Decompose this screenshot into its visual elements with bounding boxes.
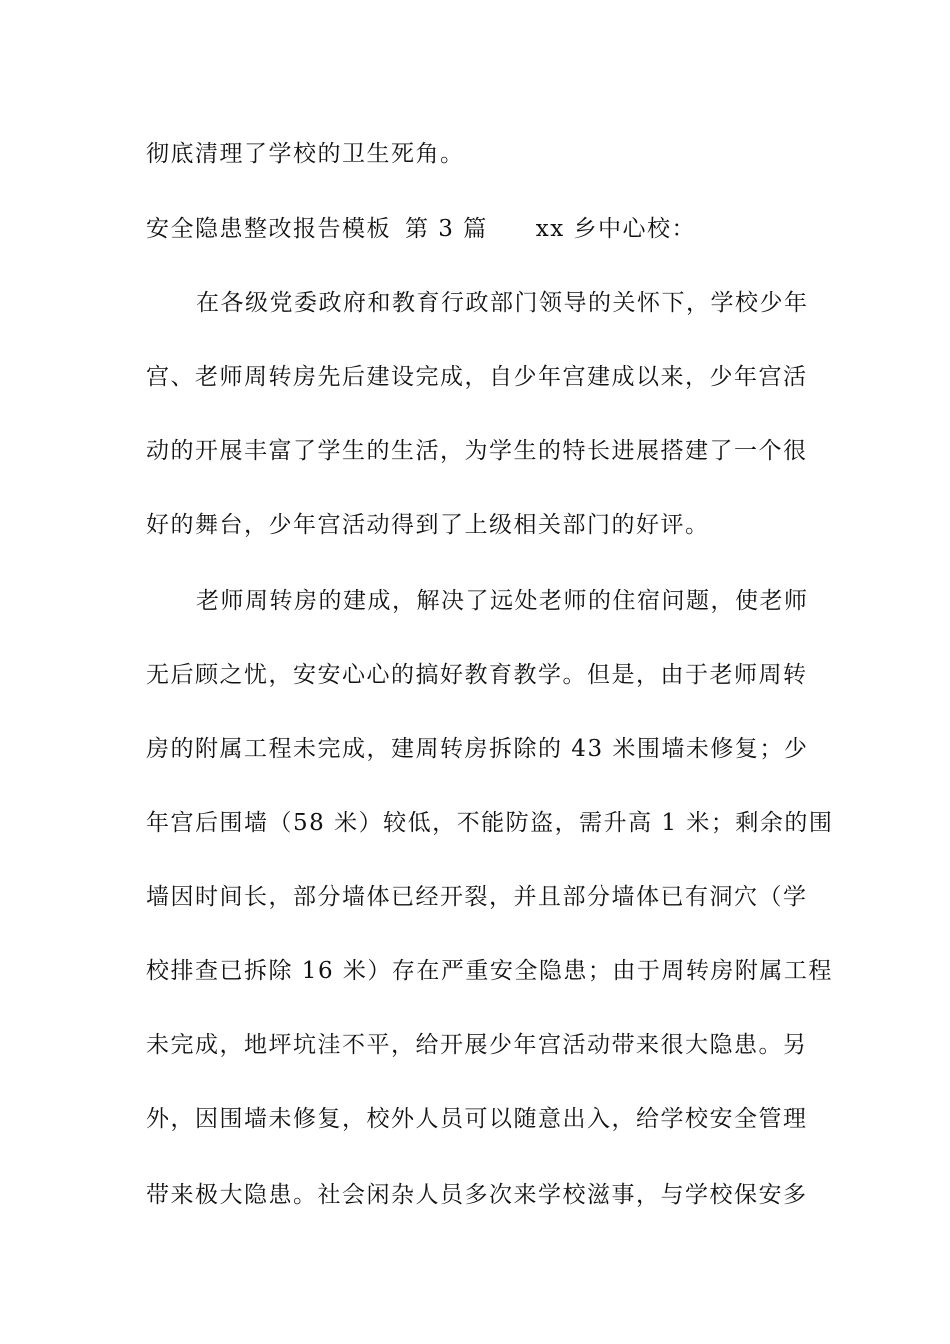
heading-recipient: xx 乡中心校： (535, 216, 697, 242)
paragraph-2-line-1: 老师周转房的建成，解决了远处老师的住宿问题，使老师 (196, 588, 809, 614)
paragraph-2-line-5: 墙因时间长，部分墙体已经开裂，并且部分墙体已有洞穴（学 (146, 884, 808, 910)
paragraph-2-line-3: 房的附属工程未完成，建周转房拆除的 43 米围墙未修复；少 (146, 736, 809, 762)
paragraph-1-line-3: 动的开展丰富了学生的生活，为学生的特长进展搭建了一个很 (146, 438, 808, 464)
paragraph-1-line-4: 好的舞台，少年宫活动得到了上级相关部门的好评。 (146, 512, 710, 538)
paragraph-2-line-9: 带来极大隐患。社会闲杂人员多次来学校滋事，与学校保安多 (146, 1182, 808, 1208)
heading-title: 安全隐患整改报告模板 (146, 216, 391, 242)
text-line-1: 彻底清理了学校的卫生死角。 (146, 141, 465, 167)
paragraph-2-line-8: 外，因围墙未修复，校外人员可以随意出入，给学校安全管理 (146, 1106, 808, 1132)
paragraph-2-line-4: 年宫后围墙（58 米）较低，不能防盗，需升高 1 米；剩余的围 (146, 810, 834, 836)
paragraph-2-line-6: 校排查已拆除 16 米）存在严重安全隐患；由于周转房附属工程 (146, 958, 833, 984)
heading-part-number: 第 3 篇 (405, 216, 488, 242)
paragraph-1-line-1: 在各级党委政府和教育行政部门领导的关怀下，学校少年 (196, 290, 809, 316)
paragraph-1-line-2: 宫、老师周转房先后建设完成，自少年宫建成以来，少年宫活 (146, 364, 808, 390)
paragraph-2-line-2: 无后顾之忧，安安心心的搞好教育教学。但是，由于老师周转 (146, 662, 808, 688)
paragraph-2-line-7: 未完成，地坪坑洼不平，给开展少年宫活动带来很大隐患。另 (146, 1032, 808, 1058)
section-heading (146, 214, 806, 244)
